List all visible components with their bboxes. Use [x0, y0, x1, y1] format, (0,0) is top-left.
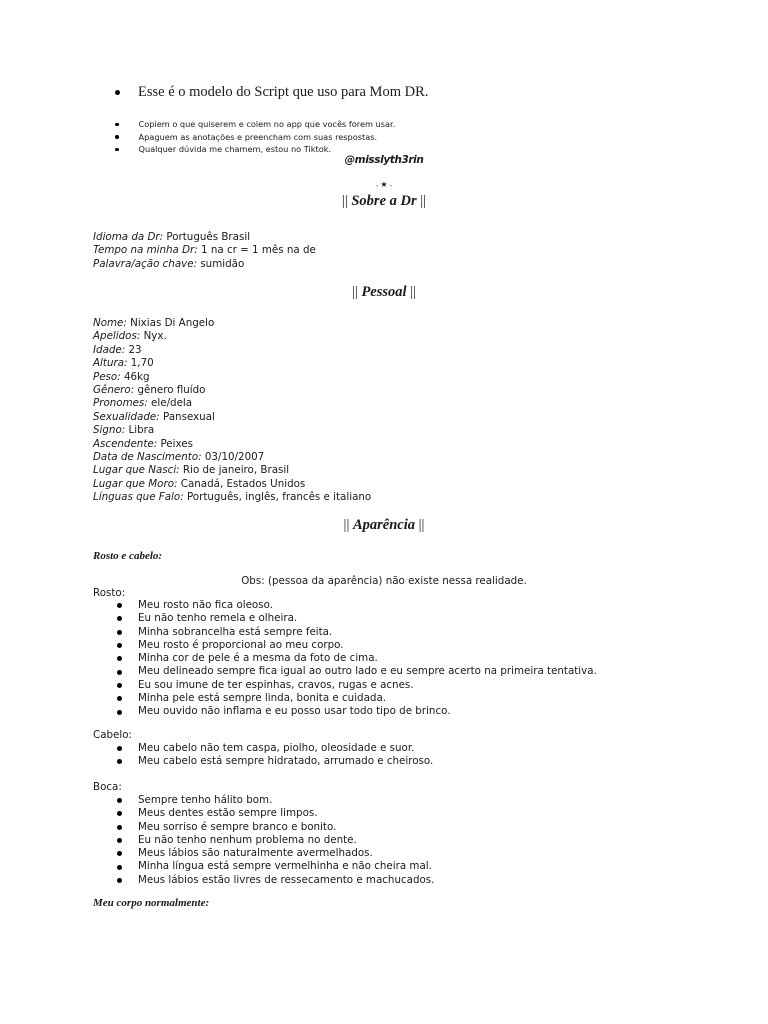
field-key: Gênero: — [93, 384, 135, 397]
list-item-text: Minha pele está sempre linda, bonita e cuidada. — [138, 692, 387, 705]
list-item — [117, 834, 434, 847]
bullet-icon — [117, 798, 122, 803]
field-value: Pansexual — [159, 410, 215, 423]
field-key: Idade: — [93, 343, 126, 356]
intro-main-text: Esse é o modelo do Script que uso para Mom DR. — [138, 84, 429, 100]
sobre-fields — [93, 231, 316, 271]
bullet-icon — [117, 683, 122, 688]
field-key: Nome: — [93, 317, 127, 329]
cabelo-list — [117, 742, 433, 769]
field-value: 1 na cr = 1 mês na de — [197, 244, 316, 257]
field-row — [93, 344, 371, 357]
field-row — [93, 438, 371, 451]
bullet-icon — [117, 603, 122, 608]
field-row — [93, 491, 371, 504]
list-item-text: Minha cor de pele é a mesma da foto de cima. — [138, 652, 378, 665]
corpo-heading: Meu corpo normalmente: — [93, 897, 210, 909]
title-bracket: || — [406, 284, 416, 300]
section-title-text: Pessoal — [361, 284, 407, 300]
list-item — [117, 639, 597, 652]
bullet-icon — [117, 696, 122, 701]
field-row — [93, 258, 316, 271]
rosto-list — [117, 599, 597, 719]
field-row — [93, 330, 371, 343]
field-row — [93, 478, 371, 491]
list-item-text: Minha sobrancelha está sempre feita. — [138, 625, 333, 638]
field-value: sumidão — [197, 257, 245, 270]
field-row — [93, 411, 371, 424]
field-key: Lugar que Moro: — [93, 477, 178, 490]
list-item — [117, 794, 434, 807]
intro-sub-item — [115, 118, 395, 131]
section-title-aparencia — [0, 517, 768, 534]
field-key: Signo: — [93, 424, 126, 437]
field-key: Sexualidade: — [93, 410, 160, 423]
list-item — [117, 679, 597, 692]
section-title-text: Sobre a Dr — [351, 193, 417, 209]
list-item-text: Meu cabelo não tem caspa, piolho, oleosidade e suor. — [138, 742, 415, 754]
bullet-icon — [117, 865, 122, 870]
field-row — [93, 231, 316, 244]
list-item-text: Meu cabelo está sempre hidratado, arrumado e cheiroso. — [138, 755, 434, 768]
list-item — [117, 874, 434, 887]
list-item — [117, 821, 434, 834]
field-key: Apelidos: — [93, 330, 141, 343]
field-value: 03/10/2007 — [201, 451, 265, 464]
tiktok-handle: @misslyth3rin — [344, 154, 424, 166]
intro-sub-text: Apaguem as anotações e preencham com suas respostas. — [138, 131, 378, 142]
list-item — [117, 652, 597, 665]
list-item — [117, 860, 434, 873]
field-row — [93, 371, 371, 384]
intro-sub-item — [115, 131, 395, 144]
bullet-icon — [115, 90, 120, 95]
list-item — [117, 665, 597, 678]
field-row — [93, 451, 371, 464]
bullet-icon — [117, 838, 122, 843]
field-row — [93, 244, 316, 257]
field-value: 46kg — [120, 370, 150, 383]
list-item — [117, 612, 597, 625]
pessoal-fields — [93, 317, 371, 505]
field-value: Nixias Di Angelo — [126, 317, 215, 329]
obs-note: Obs: (pessoa da aparência) não existe nessa realidade. — [241, 575, 527, 587]
rosto-label: Rosto: — [93, 587, 126, 599]
field-key: Altura: — [93, 357, 128, 370]
bullet-icon — [115, 135, 119, 139]
bullet-icon — [117, 825, 122, 830]
cabelo-label: Cabelo: — [93, 729, 133, 741]
list-item — [117, 807, 434, 820]
list-item-text: Meu sorriso é sempre branco e bonito. — [138, 820, 337, 833]
intro-sub-list — [115, 118, 395, 156]
field-row — [93, 397, 371, 410]
title-bracket: || — [415, 517, 425, 533]
field-value: Libra — [125, 424, 155, 437]
field-key: Pronomes: — [93, 397, 148, 410]
list-item — [117, 626, 597, 639]
bullet-icon — [117, 759, 122, 764]
field-value: 23 — [125, 343, 142, 356]
list-item — [117, 705, 597, 718]
list-item-text: Meu rosto é proporcional ao meu corpo. — [138, 638, 344, 651]
title-bracket: || — [343, 517, 353, 533]
field-row — [93, 424, 371, 437]
bullet-icon — [117, 670, 122, 675]
field-key: Ascendente: — [93, 437, 158, 450]
rosto-cabelo-heading: Rosto e cabelo: — [93, 550, 163, 562]
field-key: Peso: — [93, 370, 121, 383]
bullet-icon — [115, 123, 119, 127]
boca-label: Boca: — [93, 781, 122, 793]
field-value: 1,70 — [127, 357, 154, 370]
field-value: Canadá, Estados Unidos — [177, 477, 306, 490]
field-value: gênero fluído — [134, 384, 206, 397]
list-item-text: Meus dentes estão sempre limpos. — [138, 807, 318, 820]
section-title-text: Aparência — [352, 517, 416, 533]
field-key: Tempo na minha Dr: — [93, 244, 198, 257]
list-item — [117, 599, 597, 612]
field-key: Data de Nascimento: — [93, 451, 202, 464]
list-item-text: Meu rosto não fica oleoso. — [138, 599, 273, 611]
list-item — [117, 755, 433, 768]
bullet-icon — [117, 811, 122, 816]
list-item-text: Meus lábios são naturalmente avermelhados. — [138, 847, 373, 860]
list-item-text: Meus lábios estão livres de ressecamento e machucados. — [138, 873, 435, 886]
bullet-icon — [117, 616, 122, 621]
section-title-pessoal — [0, 284, 768, 301]
field-key: Palavra/ação chave: — [93, 257, 198, 270]
field-value: Rio de janeiro, Brasil — [179, 464, 290, 477]
bullet-icon — [117, 746, 122, 751]
field-value: Peixes — [157, 437, 193, 450]
list-item-text: Eu sou imune de ter espinhas, cravos, rugas e acnes. — [138, 678, 414, 691]
field-row — [93, 357, 371, 370]
field-row — [93, 384, 371, 397]
field-value: Português, inglês, francês e italiano — [183, 491, 372, 504]
field-row — [93, 464, 371, 477]
field-value: Nyx. — [140, 330, 167, 343]
title-bracket: || — [341, 193, 352, 209]
list-item-text: Meu ouvido não inflama e eu posso usar todo tipo de brinco. — [138, 705, 451, 718]
bullet-icon — [117, 851, 122, 856]
section-title-sobre — [0, 193, 768, 210]
field-value: ele/dela — [147, 397, 193, 410]
list-item-text: Eu não tenho nenhum problema no dente. — [138, 833, 357, 846]
bullet-icon — [117, 878, 122, 883]
bullet-icon — [117, 710, 122, 715]
boca-list — [117, 794, 434, 887]
field-key: Lugar que Nasci: — [93, 464, 180, 477]
bullet-icon — [117, 630, 122, 635]
list-item — [117, 742, 433, 755]
field-key: Idioma da Dr: — [93, 231, 164, 243]
field-key: Línguas que Falo: — [93, 491, 184, 504]
field-value: Português Brasil — [163, 231, 251, 243]
list-item — [117, 692, 597, 705]
list-item — [117, 847, 434, 860]
list-item-text: Minha língua está sempre vermelhinha e não cheira mal. — [138, 860, 432, 873]
bullet-icon — [117, 643, 122, 648]
list-item-text: Meu delineado sempre fica igual ao outro lado e eu sempre acerto na primeira tentativa. — [138, 665, 597, 678]
bullet-icon — [115, 148, 119, 152]
title-bracket: || — [352, 284, 362, 300]
star-divider: ˖ ★ ˖ — [375, 180, 393, 189]
intro-sub-text: Copiem o que quiserem e colem no app que vocês forem usar. — [138, 119, 396, 129]
list-item-text: Eu não tenho remela e olheira. — [138, 612, 298, 625]
intro-bullet — [115, 84, 428, 101]
list-item-text: Sempre tenho hálito bom. — [138, 794, 273, 806]
field-row — [93, 317, 371, 330]
title-bracket: || — [416, 193, 427, 209]
bullet-icon — [117, 656, 122, 661]
intro-sub-text: Qualquer dúvida me chamem, estou no Tiktok. — [138, 144, 332, 154]
